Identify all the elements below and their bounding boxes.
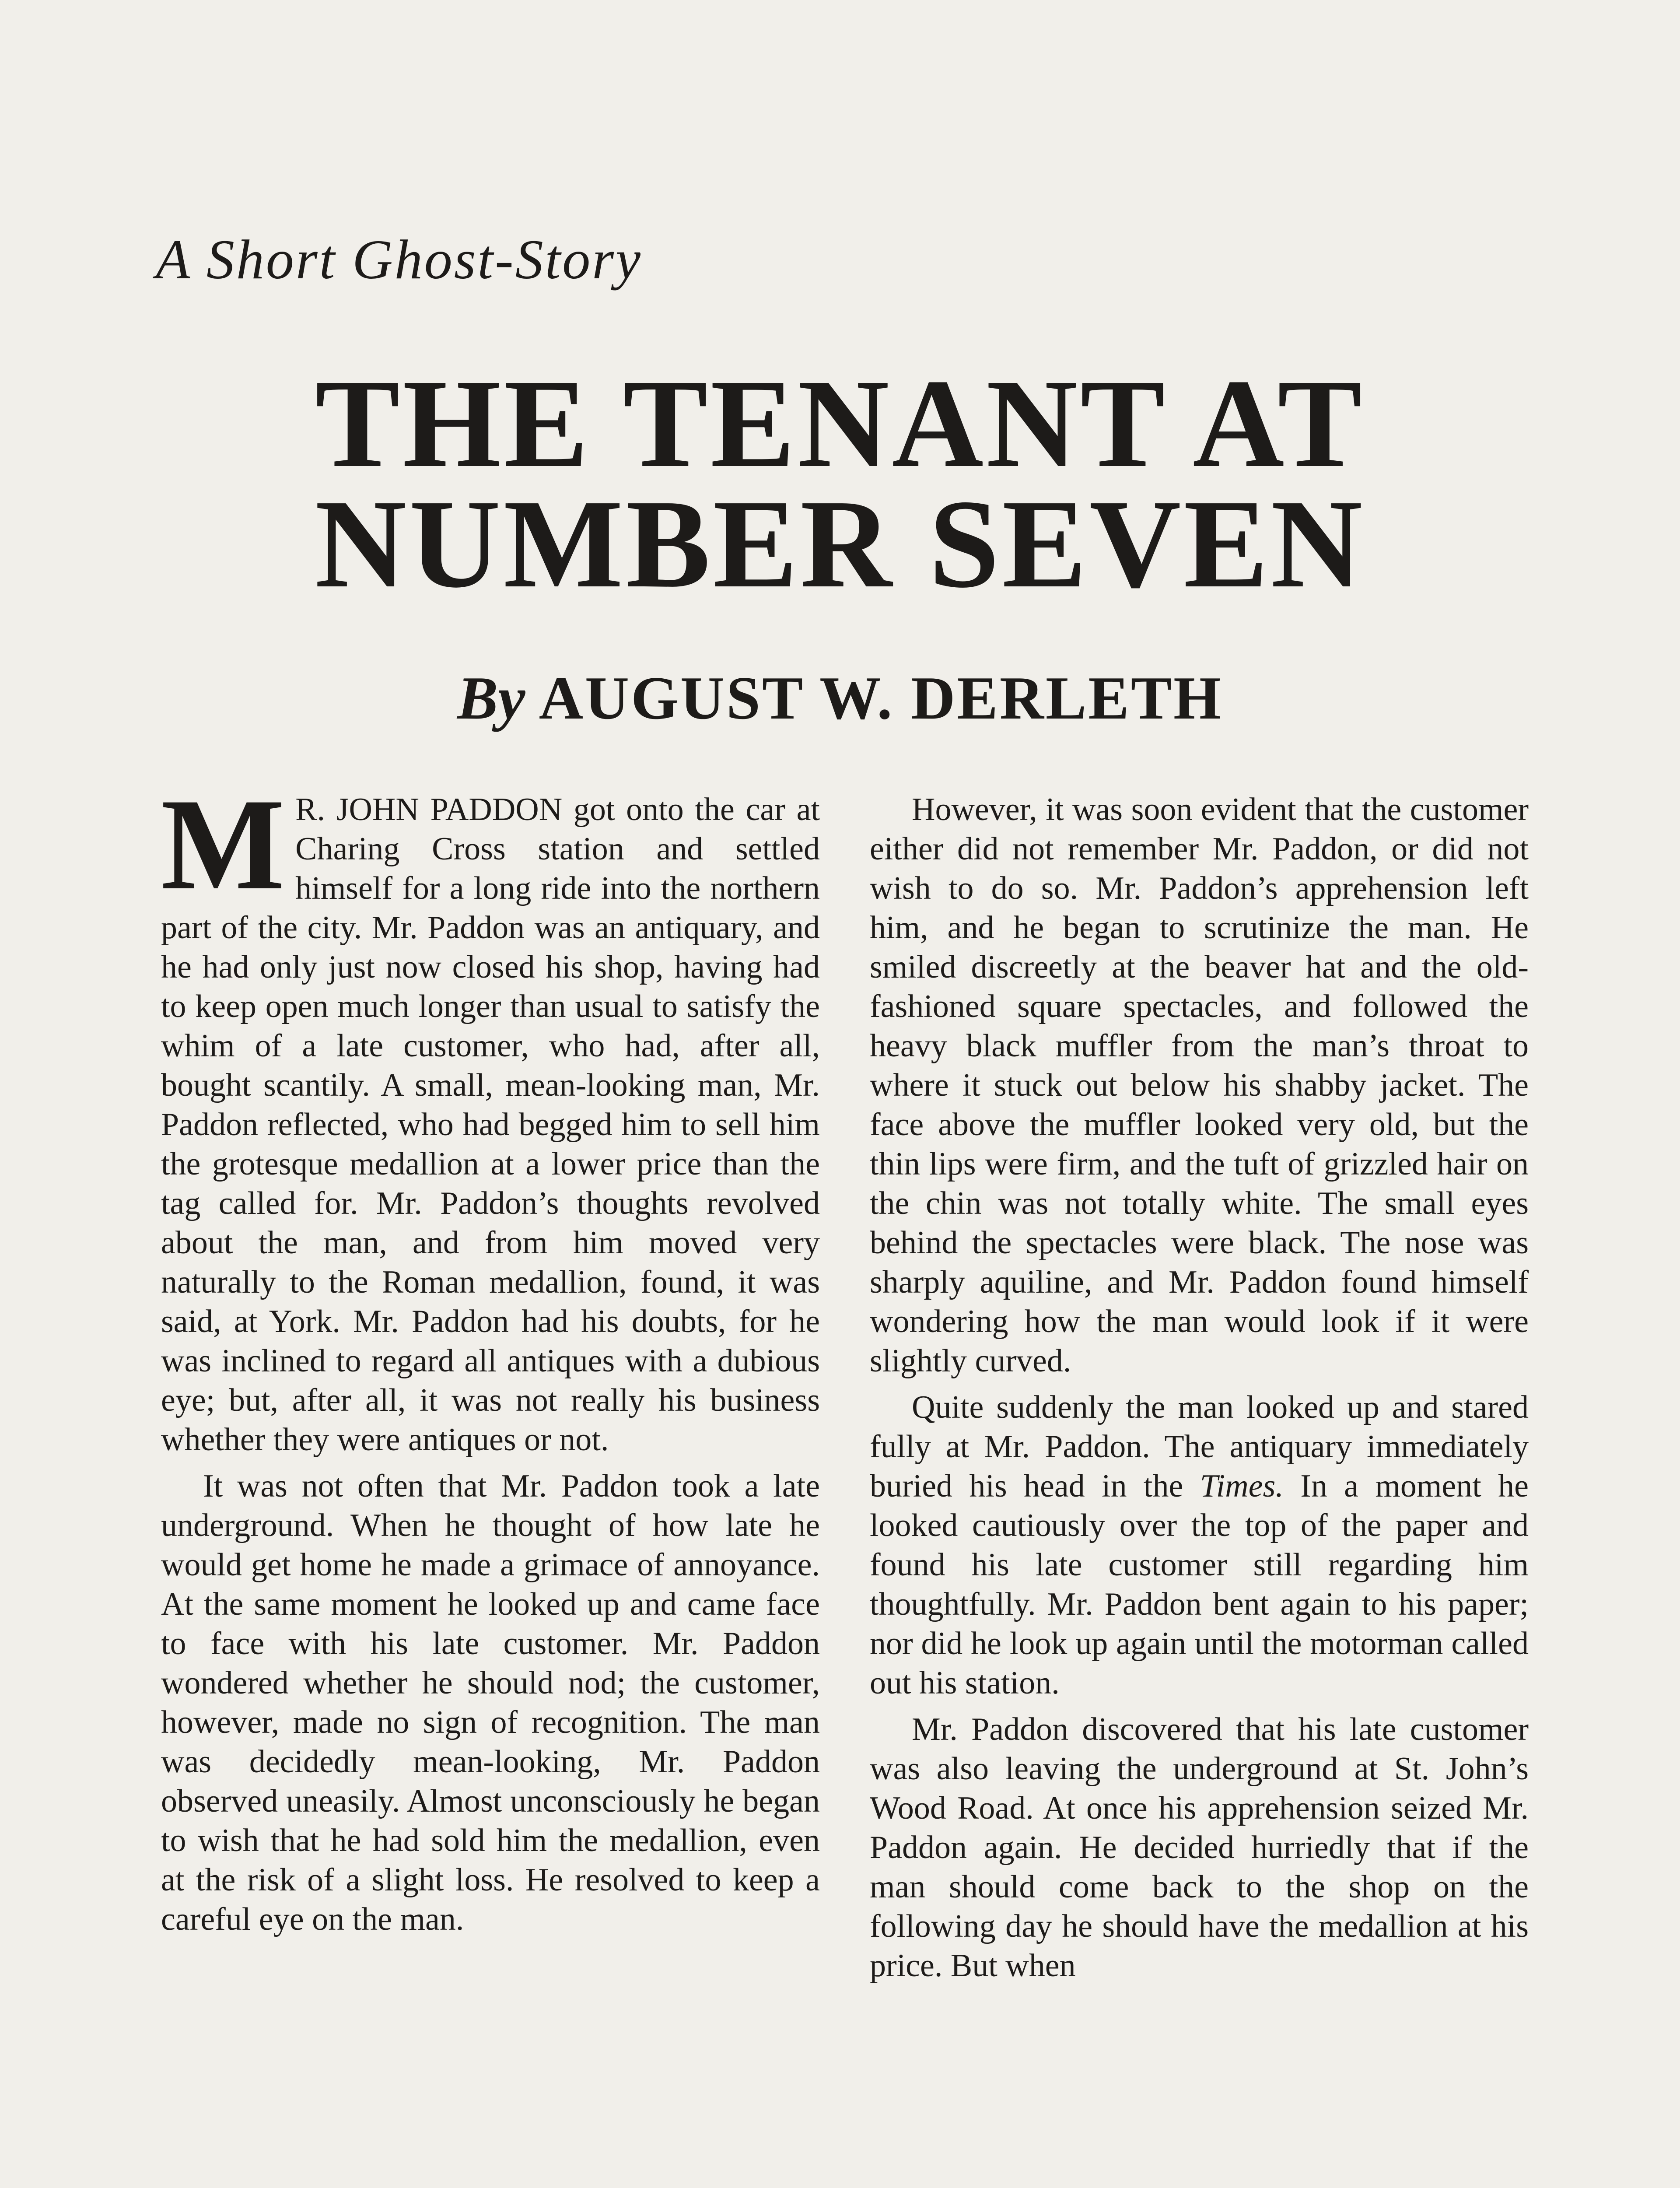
byline <box>0 663 1680 733</box>
paragraph-text: In a moment he looked cautiously over the top of the paper and found his late customer still regarding him thoughtfully. Mr. Paddon bent again to his paper; nor did he look up again until the motorman called out his station. <box>870 1468 1529 1701</box>
byline-author: AUGUST W. DERLETH <box>539 664 1223 732</box>
paragraph <box>161 771 820 1459</box>
story-kicker: A Short Ghost-Story <box>156 228 642 291</box>
text-column-right <box>870 790 1529 1985</box>
paragraph: Mr. Paddon discovered that his late customer was also leaving the underground at St. John’s Wood Road. At once his apprehension seized Mr. Paddon again. He decided hurriedly that if the man should come back to the shop on the following day he should have the medallion at his price. But when <box>870 1711 1529 1984</box>
newspaper-title: Times. <box>1200 1468 1284 1504</box>
title-line-1: THE TENANT AT <box>315 353 1365 494</box>
paragraph: It was not often that Mr. Paddon took a late underground. When he thought of how late he would get home he made a grimace of annoyance. At the same moment he looked up and came face to face with his late customer. Mr. Paddon wondered whether he should nod; the customer, however, made no sign of recognition. The man was decidedly mean-looking, Mr. Paddon observed uneasily. Almost unconsciously he began to wish that he had sold him the medallion, even at the risk of a slight loss. He resolved to keep a careful eye on the man. <box>161 1468 820 1937</box>
title-line-2: NUMBER SEVEN <box>315 473 1365 614</box>
byline-by: By <box>457 664 525 732</box>
story-title <box>0 353 1680 614</box>
drop-cap: M <box>161 771 285 917</box>
text-column-left <box>161 771 820 1939</box>
paragraph-text: R. JOHN PADDON got onto the car at Charing Cross station and settled himself for a long ride into the northern part of the city. Mr. Paddon was an antiquary, and he had only just now closed his shop, having had to keep open much longer than usual to satisfy the whim of a late customer, who had, after all, bought scantily. A small, mean-looking man, Mr. Paddon reflected, who had begged him to sell him the grotesque medallion at a lower price than the tag called for. Mr. Paddon’s thoughts revolved about the man, and from him moved very naturally to the Roman medallion, found, it was said, at York. Mr. Paddon had his doubts, for he was inclined to regard all antiques with a dubious eye; but, after all, it was not really his business whether they were antiques or not. <box>161 792 820 1458</box>
paragraph: However, it was soon evident that the customer either did not remember Mr. Paddon, or did not wish to do so. Mr. Paddon’s apprehension left him, and he began to scrutinize the man. He smiled discreetly at the beaver hat and the old-fashioned square spectacles, and followed the heavy black muffler from the man’s throat to where it stuck out below his shabby jacket. The face above the muffler looked very old, but the thin lips were firm, and the tuft of grizzled hair on the chin was not totally white. The small eyes behind the spectacles were black. The nose was sharply aquiline, and Mr. Paddon found himself wondering how the man would look if it were slightly curved. <box>870 792 1529 1379</box>
paragraph <box>870 1388 1529 1703</box>
paragraph-text: Quite suddenly the man looked up and stared fully at Mr. Paddon. The antiquary immediately buried his head in the <box>870 1389 1529 1504</box>
